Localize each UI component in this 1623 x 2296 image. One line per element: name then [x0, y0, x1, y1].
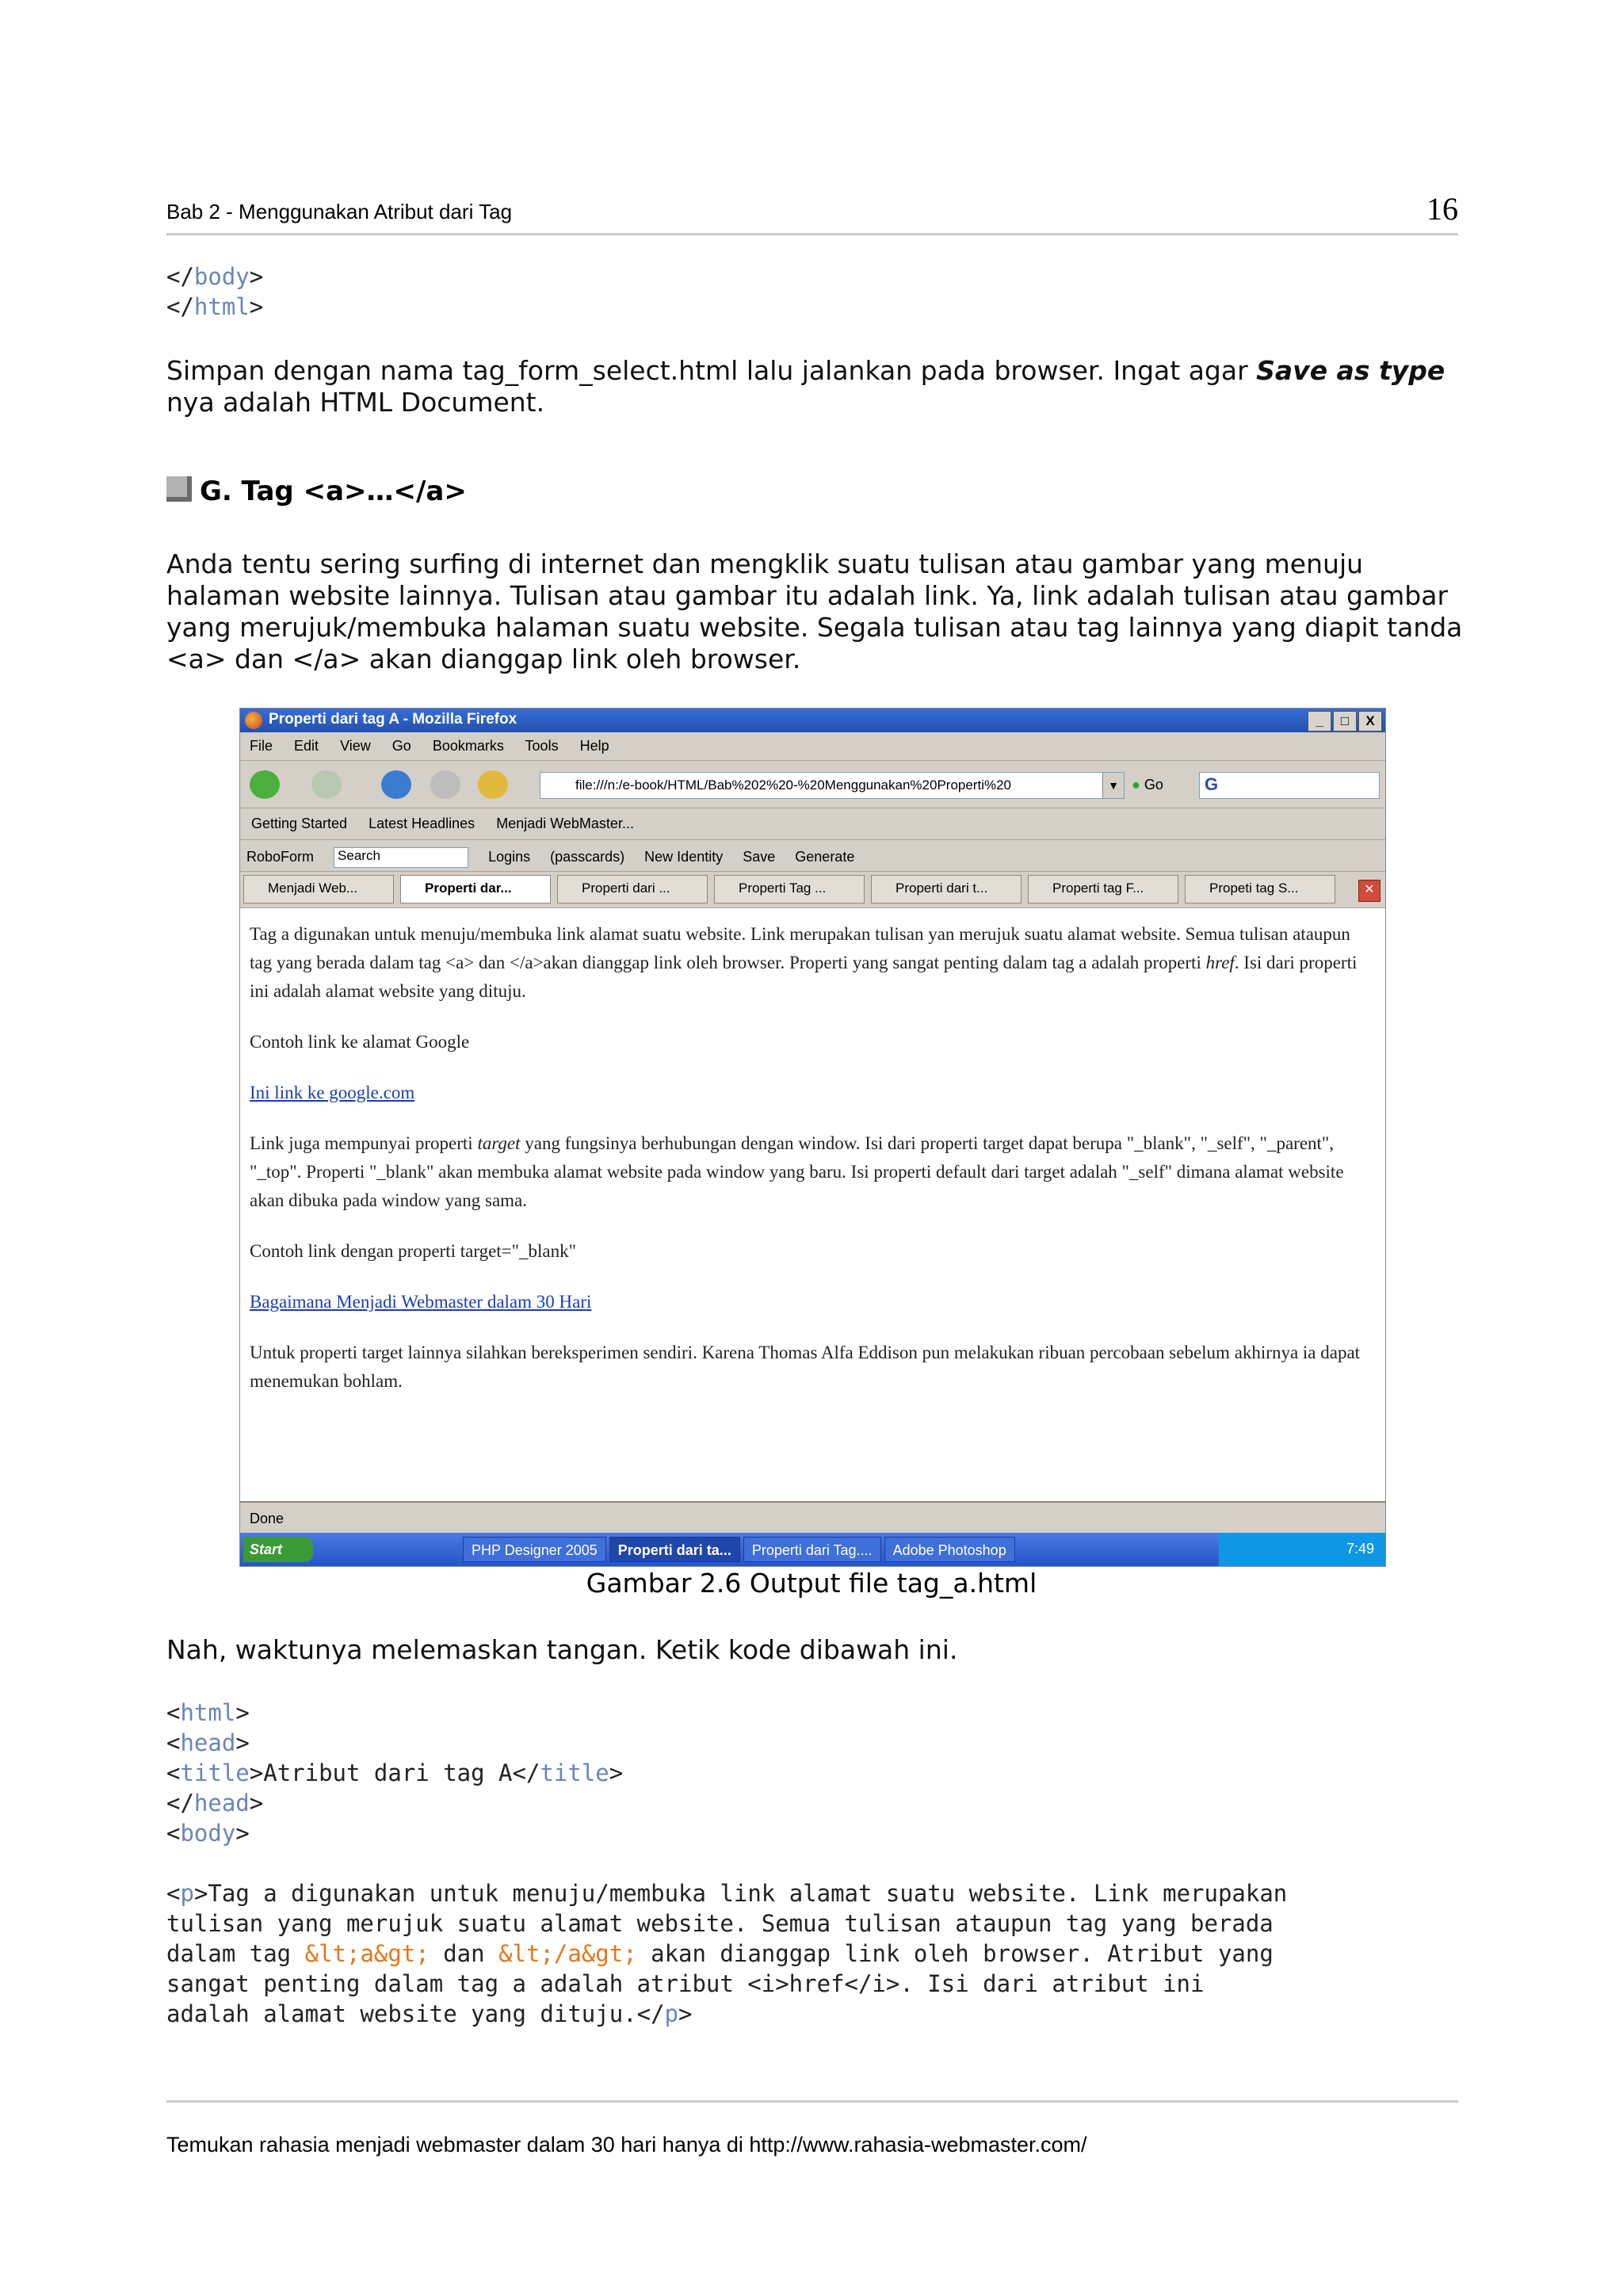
footer-text: Temukan rahasia menjadi webmaster dalam 30 hari hanya di http://www.rahasia-webmaster.com/ — [166, 2133, 1087, 2157]
home-icon[interactable] — [478, 770, 508, 799]
system-tray — [1219, 1533, 1385, 1566]
content-paragraph-5: Untuk properti target lainnya silahkan bereksperimen sendiri. Karena Thomas Alfa Eddison pun melakukan ribuan percobaan sebelum akhirnya ia dapat menemukan bohlam. — [250, 1343, 1361, 1391]
chapter-title: Bab 2 - Menggunakan Atribut dari Tag — [166, 200, 513, 223]
minimize-button[interactable]: _ — [1308, 711, 1331, 732]
page-footer — [166, 2100, 1458, 2157]
search-box[interactable]: G — [1199, 772, 1380, 799]
tab-bar — [240, 872, 1385, 908]
page-content — [240, 911, 1385, 1418]
tab-2-active[interactable]: Properti dar... — [400, 875, 551, 904]
forward-icon[interactable] — [311, 770, 342, 799]
firefox-icon — [245, 712, 262, 729]
navigation-toolbar — [240, 761, 1385, 808]
bookmark-getting-started[interactable]: Getting Started — [251, 816, 348, 831]
address-dropdown-icon[interactable]: ▼ — [1102, 773, 1124, 798]
menu-bookmarks[interactable]: Bookmarks — [432, 738, 504, 754]
instruction-paragraph: Nah, waktunya melemaskan tangan. Ketik kode dibawah ini. — [166, 1634, 958, 1665]
window-title: Properti dari tag A - Mozilla Firefox — [269, 711, 517, 728]
roboform-search[interactable]: Search — [334, 847, 468, 868]
start-button[interactable]: Start — [243, 1537, 313, 1562]
section-heading: G. Tag <a>…</a> — [166, 476, 467, 515]
menu-edit[interactable]: Edit — [294, 738, 319, 754]
taskbar-php-designer[interactable]: PHP Designer 2005 — [463, 1537, 606, 1562]
maximize-button[interactable]: □ — [1333, 711, 1357, 732]
menu-help[interactable]: Help — [579, 738, 609, 754]
tab-6[interactable]: Properti tag F... — [1028, 875, 1178, 904]
reload-icon[interactable] — [381, 770, 411, 799]
page-number: 16 — [1426, 191, 1458, 227]
page-header — [166, 191, 1458, 235]
menu-bar — [240, 732, 1385, 761]
content-paragraph-2: Contoh link ke alamat Google — [250, 1032, 470, 1052]
tab-7[interactable]: Propeti tag S... — [1185, 875, 1335, 904]
figure-caption: Gambar 2.6 Output file tag_a.html — [586, 1568, 1037, 1599]
taskbar-photoshop[interactable]: Adobe Photoshop — [884, 1537, 1015, 1562]
code-block-top: </body> </html> — [166, 263, 264, 320]
tab-4[interactable]: Properti Tag ... — [714, 875, 865, 904]
back-icon[interactable] — [250, 770, 280, 799]
new-identity-button[interactable]: New Identity — [644, 848, 724, 865]
passcards-button[interactable]: (passcards) — [550, 848, 625, 865]
clock: 7:49 — [1346, 1541, 1374, 1557]
bookmark-latest-headlines[interactable]: Latest Headlines — [369, 816, 475, 831]
tab-3[interactable]: Properti dari ... — [557, 875, 708, 904]
webmaster-link[interactable]: Bagaimana Menjadi Webmaster dalam 30 Hari — [250, 1292, 592, 1312]
code-block-bottom: <html> <head> <title>Atribut dari tag A</title> </head> <body> <p>Tag a digunakan untuk menuju/membuka link alamat suatu website. Link merupakan tulisan yang merujuk suatu alamat website. Semua tulisan ataupun tag yang berada dalam tag &lt;a&gt; dan &lt;/a&gt; akan dianggap link oleh browser. Atribut yang sangat penting dalam tag a adalah atribut <i>href</i>. Isi dari atribut ini adalah alamat website yang dituju.</p> — [166, 1699, 1288, 2027]
menu-tools[interactable]: Tools — [525, 738, 559, 754]
window-titlebar — [240, 709, 1385, 732]
section-bullet-icon — [166, 476, 192, 502]
content-paragraph-4: Contoh link dengan properti target="_blank" — [250, 1241, 577, 1261]
link-paragraph: Anda tentu sering surfing di internet dan mengklik suatu tulisan atau gambar yang menuju halaman website lainnya. Tulisan atau gambar itu adalah link. Ya, link adalah tulisan atau gambar yang merujuk/membuka halaman suatu website. Segala tulisan atau tag lainnya yang diapit tanda <a> dan </a> akan dianggap link oleh browser. — [166, 548, 1463, 674]
logins-button[interactable]: Logins — [488, 848, 531, 865]
menu-go[interactable]: Go — [391, 738, 411, 754]
stop-icon[interactable] — [430, 770, 460, 799]
taskbar-firefox-active[interactable]: Properti dari ta... — [609, 1537, 740, 1562]
roboform-menu[interactable]: RoboForm — [246, 848, 315, 865]
taskbar — [240, 1533, 1385, 1566]
go-button[interactable]: ● Go — [1132, 777, 1163, 793]
address-bar[interactable]: file:///n:/e-book/HTML/Bab%202%20-%20Menggunakan%20Properti%20 ▼ — [540, 772, 1125, 799]
status-bar: Done — [240, 1501, 1385, 1533]
content-paragraph-3: Link juga mempunyai properti target yang fungsinya berhubungan dengan window. Isi dari properti target dapat berupa "_blank", "_self", "_parent", "_top". Properti "_blank" akan membuka alamat website pada window yang baru. Isi properti default dari target adalah "_self" dimana alamat website akan dibuka pada window yang sama. — [250, 1133, 1344, 1210]
menu-file[interactable]: File — [250, 738, 273, 754]
content-paragraph-1: Tag a digunakan untuk menuju/membuka link alamat suatu website. Link merupakan tulisan yan merujuk suatu alamat website. Semua tulisan ataupun tag yang berada dalam tag <a> dan </a>akan dianggap link oleh browser. Properti yang sangat penting dalam tag a adalah properti href. Isi dari properti ini adalah alamat website yang dituju. — [250, 924, 1358, 1001]
roboform-toolbar — [240, 840, 1385, 872]
bookmarks-toolbar — [240, 808, 1385, 840]
tab-5[interactable]: Properti dari t... — [871, 875, 1022, 904]
intro-paragraph: Simpan dengan nama tag_form_select.html lalu jalankan pada browser. Ingat agar Save as type nya adalah HTML Document. — [166, 355, 1445, 418]
taskbar-properti-tag[interactable]: Properti dari Tag.... — [743, 1537, 881, 1562]
bookmark-menjadi-webmaster[interactable]: Menjadi WebMaster... — [496, 816, 634, 831]
generate-button[interactable]: Generate — [795, 848, 855, 865]
save-button[interactable]: Save — [743, 848, 776, 865]
tab-1[interactable]: Menjadi Web... — [243, 875, 394, 904]
close-button[interactable]: X — [1358, 711, 1382, 732]
close-tab-icon[interactable]: ✕ — [1358, 880, 1381, 902]
google-link[interactable]: Ini link ke google.com — [250, 1083, 415, 1102]
browser-screenshot — [239, 708, 1386, 1567]
menu-view[interactable]: View — [340, 738, 371, 754]
